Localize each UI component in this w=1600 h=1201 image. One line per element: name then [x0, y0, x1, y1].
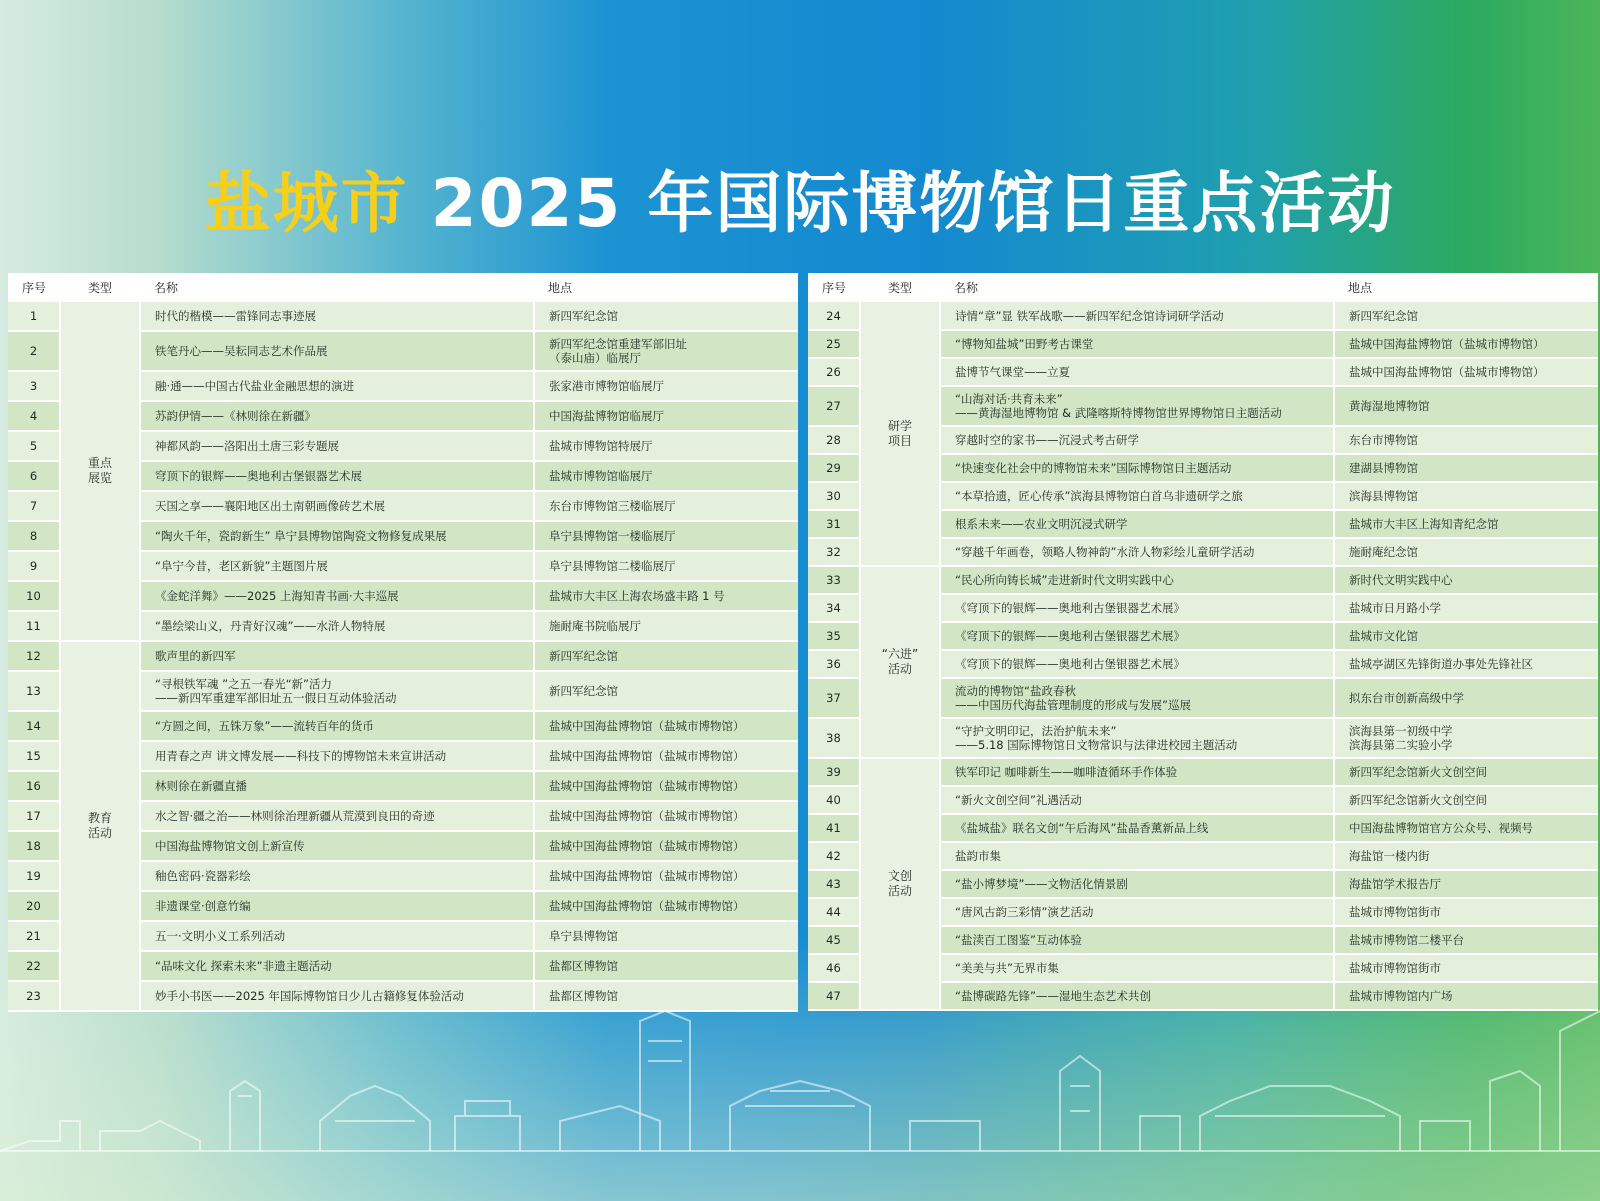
- activity-location-cell: 盐城市博物馆临展厅: [534, 461, 798, 491]
- activity-name-cell: “陶火千年，瓷韵新生” 阜宁县博物馆陶瓷文物修复成果展: [140, 521, 534, 551]
- table-body: [8, 302, 798, 1011]
- activity-name-cell: 根系未来——农业文明沉浸式研学: [940, 510, 1334, 538]
- header-no: 序号: [21, 281, 46, 295]
- activity-location-cell: 滨海县第一初级中学 滨海县第二实验小学: [1334, 718, 1598, 758]
- activity-location-cell: 盐城市博物馆特展厅: [534, 431, 798, 461]
- row-number: 31: [808, 510, 860, 538]
- row-number: 1: [8, 302, 60, 331]
- header-no: 序号: [821, 281, 846, 295]
- activity-name-cell: “方圆之间，五铢万象”——流转百年的货币: [140, 711, 534, 741]
- row-number: 28: [808, 426, 860, 454]
- row-number: 26: [808, 358, 860, 386]
- activity-type-cell: 研学 项目: [860, 302, 940, 566]
- activity-name-cell: 铁笔丹心——吴耘同志艺术作品展: [140, 331, 534, 371]
- row-number: 43: [808, 870, 860, 898]
- activity-location-cell: 盐城中国海盐博物馆（盐城市博物馆）: [534, 711, 798, 741]
- activity-location-cell: 盐城市日月路小学: [1334, 594, 1598, 622]
- header-type: 类型: [87, 281, 112, 295]
- activity-name-cell: 《盐城盐》联名文创“午后海风”盐晶香薰新品上线: [940, 814, 1334, 842]
- table-row: [808, 758, 1598, 786]
- activity-name-cell: 《穹顶下的银辉——奥地利古堡银器艺术展》: [940, 650, 1334, 678]
- activity-location-cell: 新四军纪念馆新火文创空间: [1334, 786, 1598, 814]
- activity-location-cell: 新四军纪念馆: [1334, 302, 1598, 330]
- activity-location-cell: 盐城市文化馆: [1334, 622, 1598, 650]
- activity-location-cell: 施耐庵纪念馆: [1334, 538, 1598, 566]
- activity-location-cell: 盐城中国海盐博物馆（盐城市博物馆）: [534, 831, 798, 861]
- row-number: 11: [8, 611, 60, 641]
- activity-type-cell: 教育 活动: [60, 641, 140, 1011]
- table-header: [8, 273, 798, 302]
- table-header: [808, 273, 1598, 302]
- activity-location-cell: 新四军纪念馆新火文创空间: [1334, 758, 1598, 786]
- activity-location-cell: 盐城中国海盐博物馆（盐城市博物馆）: [534, 861, 798, 891]
- activity-name-cell: 天国之享——襄阳地区出土南朝画像砖艺术展: [140, 491, 534, 521]
- activity-name-cell: “穿越千年画卷，领略人物神韵”水浒人物彩绘儿童研学活动: [940, 538, 1334, 566]
- title-city: 盐城市: [204, 165, 409, 242]
- row-number: 45: [808, 926, 860, 954]
- activity-location-cell: 东台市博物馆: [1334, 426, 1598, 454]
- activity-name-cell: “民心所向铸长城”走进新时代文明实践中心: [940, 566, 1334, 594]
- row-number: 39: [808, 758, 860, 786]
- activity-name-cell: 时代的楷模——雷锋同志事迹展: [140, 302, 534, 331]
- activity-location-cell: 黄海湿地博物馆: [1334, 386, 1598, 426]
- activity-name-cell: 妙手小书医——2025 年国际博物馆日少儿古籍修复体验活动: [140, 981, 534, 1011]
- activity-name-cell: “新火文创空间”礼遇活动: [940, 786, 1334, 814]
- activity-name-cell: 盐博节气课堂——立夏: [940, 358, 1334, 386]
- header-type: 类型: [887, 281, 912, 295]
- activity-name-cell: “本草拾遗，匠心传承”滨海县博物馆白首乌非遗研学之旅: [940, 482, 1334, 510]
- row-number: 40: [808, 786, 860, 814]
- activity-name-cell: “山海对话·共育未来” ——黄海湿地博物馆 & 武隆喀斯特博物馆世界博物馆日主题活动: [940, 386, 1334, 426]
- row-number: 5: [8, 431, 60, 461]
- row-number: 6: [8, 461, 60, 491]
- row-number: 25: [808, 330, 860, 358]
- activity-name-cell: 融·通——中国古代盐业金融思想的演进: [140, 371, 534, 401]
- row-number: 19: [8, 861, 60, 891]
- row-number: 16: [8, 771, 60, 801]
- activity-location-cell: 海盐馆学术报告厅: [1334, 870, 1598, 898]
- row-number: 32: [808, 538, 860, 566]
- activity-name-cell: 神都风韵——洛阳出土唐三彩专题展: [140, 431, 534, 461]
- activity-location-cell: 盐城市大丰区上海知青纪念馆: [1334, 510, 1598, 538]
- activity-name-cell: 铁军印记 咖啡新生——咖啡渣循环手作体验: [940, 758, 1334, 786]
- row-number: 36: [808, 650, 860, 678]
- activity-name-cell: “寻根铁军魂 ”之五一春光“新”活力 ——新四军重建军部旧址五一假日互动体验活动: [140, 671, 534, 711]
- activity-location-cell: 盐城市博物馆街市: [1334, 954, 1598, 982]
- row-number: 13: [8, 671, 60, 711]
- row-number: 46: [808, 954, 860, 982]
- activity-location-cell: 盐都区博物馆: [534, 951, 798, 981]
- activity-location-cell: 盐城市博物馆二楼平台: [1334, 926, 1598, 954]
- row-number: 47: [808, 982, 860, 1010]
- row-number: 10: [8, 581, 60, 611]
- row-number: 37: [808, 678, 860, 718]
- row-number: 23: [8, 981, 60, 1011]
- row-number: 42: [808, 842, 860, 870]
- activity-location-cell: 盐城市大丰区上海农场盛丰路 1 号: [534, 581, 798, 611]
- row-number: 7: [8, 491, 60, 521]
- right-activity-table: [808, 273, 1598, 1011]
- page-title: [0, 150, 1600, 245]
- header-name: 名称: [154, 281, 179, 295]
- activity-name-cell: 流动的博物馆“盐政春秋 ——中国历代海盐管理制度的形成与发展”巡展: [940, 678, 1334, 718]
- activity-location-cell: 海盐馆一楼内街: [1334, 842, 1598, 870]
- activity-location-cell: 新四军纪念馆: [534, 302, 798, 331]
- title-main: 2025 年国际博物馆日重点活动: [430, 165, 1396, 242]
- activity-name-cell: 盐韵市集: [940, 842, 1334, 870]
- activity-location-cell: 阜宁县博物馆一楼临展厅: [534, 521, 798, 551]
- table-row: [8, 302, 798, 331]
- activity-location-cell: 施耐庵书院临展厅: [534, 611, 798, 641]
- activity-name-cell: 《穹顶下的银辉——奥地利古堡银器艺术展》: [940, 594, 1334, 622]
- row-number: 34: [808, 594, 860, 622]
- activity-name-cell: “美美与共”无界市集: [940, 954, 1334, 982]
- activity-name-cell: “守护文明印记，法治护航未来” ——5.18 国际博物馆日文物常识与法律进校园主题活动: [940, 718, 1334, 758]
- activity-name-cell: 五一·文明小义工系列活动: [140, 921, 534, 951]
- row-number: 9: [8, 551, 60, 581]
- activity-name-cell: “品味文化 探索未来”非遗主题活动: [140, 951, 534, 981]
- activity-name-cell: 用青春之声 讲文博发展——科技下的博物馆未来宣讲活动: [140, 741, 534, 771]
- activity-location-cell: 盐城中国海盐博物馆（盐城市博物馆）: [534, 771, 798, 801]
- activity-location-cell: 盐城市博物馆内广场: [1334, 982, 1598, 1010]
- activity-name-cell: “快速变化社会中的博物馆未来”国际博物馆日主题活动: [940, 454, 1334, 482]
- row-number: 44: [808, 898, 860, 926]
- activity-location-cell: 新四军纪念馆重建军部旧址 （泰山庙）临展厅: [534, 331, 798, 371]
- activity-location-cell: 盐城亭湖区先锋街道办事处先锋社区: [1334, 650, 1598, 678]
- activity-name-cell: 诗情“章”显 铁军战歌——新四军纪念馆诗词研学活动: [940, 302, 1334, 330]
- activity-name-cell: “盐小博梦境”——文物活化情景剧: [940, 870, 1334, 898]
- activity-name-cell: 釉色密码·瓷器彩绘: [140, 861, 534, 891]
- row-number: 17: [8, 801, 60, 831]
- activity-name-cell: “盐博碳路先锋”——湿地生态艺术共创: [940, 982, 1334, 1010]
- activity-location-cell: 新时代文明实践中心: [1334, 566, 1598, 594]
- activity-type-cell: 重点 展览: [60, 302, 140, 641]
- activity-name-cell: “墨绘梁山义，丹青好汉魂”——水浒人物特展: [140, 611, 534, 641]
- activity-location-cell: 盐城中国海盐博物馆（盐城市博物馆）: [534, 891, 798, 921]
- activity-location-cell: 盐城中国海盐博物馆（盐城市博物馆）: [534, 801, 798, 831]
- activity-location-cell: 盐城中国海盐博物馆（盐城市博物馆）: [1334, 330, 1598, 358]
- row-number: 35: [808, 622, 860, 650]
- activity-name-cell: “唐风古韵三彩情”演艺活动: [940, 898, 1334, 926]
- activity-location-cell: 中国海盐博物馆官方公众号、视频号: [1334, 814, 1598, 842]
- row-number: 33: [808, 566, 860, 594]
- table-row: [8, 641, 798, 671]
- activity-name-cell: 穹顶下的银辉——奥地利古堡银器艺术展: [140, 461, 534, 491]
- activity-location-cell: 建湖县博物馆: [1334, 454, 1598, 482]
- row-number: 27: [808, 386, 860, 426]
- row-number: 41: [808, 814, 860, 842]
- row-number: 18: [8, 831, 60, 861]
- activity-location-cell: 中国海盐博物馆临展厅: [534, 401, 798, 431]
- row-number: 8: [8, 521, 60, 551]
- activity-location-cell: 盐城中国海盐博物馆（盐城市博物馆）: [1334, 358, 1598, 386]
- activity-location-cell: 拟东台市创新高级中学: [1334, 678, 1598, 718]
- activity-name-cell: 苏韵伊情——《林则徐在新疆》: [140, 401, 534, 431]
- row-number: 29: [808, 454, 860, 482]
- activity-type-cell: “六进” 活动: [860, 566, 940, 758]
- activity-location-cell: 阜宁县博物馆二楼临展厅: [534, 551, 798, 581]
- activity-location-cell: 滨海县博物馆: [1334, 482, 1598, 510]
- row-number: 24: [808, 302, 860, 330]
- row-number: 14: [8, 711, 60, 741]
- header-location: 地点: [548, 281, 573, 295]
- row-number: 22: [8, 951, 60, 981]
- activity-name-cell: 林则徐在新疆直播: [140, 771, 534, 801]
- activity-type-cell: 文创 活动: [860, 758, 940, 1010]
- activity-name-cell: 穿越时空的家书——沉浸式考古研学: [940, 426, 1334, 454]
- row-number: 12: [8, 641, 60, 671]
- activity-name-cell: 《穹顶下的银辉——奥地利古堡银器艺术展》: [940, 622, 1334, 650]
- activity-name-cell: “博物知盐城”田野考古课堂: [940, 330, 1334, 358]
- row-number: 30: [808, 482, 860, 510]
- activity-location-cell: 新四军纪念馆: [534, 641, 798, 671]
- city-skyline-illustration: [0, 1001, 1600, 1201]
- activity-name-cell: 非遗课堂·创意竹编: [140, 891, 534, 921]
- row-number: 38: [808, 718, 860, 758]
- table-row: [808, 566, 1598, 594]
- activity-location-cell: 盐都区博物馆: [534, 981, 798, 1011]
- activity-location-cell: 新四军纪念馆: [534, 671, 798, 711]
- activity-location-cell: 盐城市博物馆街市: [1334, 898, 1598, 926]
- row-number: 2: [8, 331, 60, 371]
- header-location: 地点: [1348, 281, 1373, 295]
- activity-name-cell: “阜宁今昔，老区新貌”主题图片展: [140, 551, 534, 581]
- activity-location-cell: 阜宁县博物馆: [534, 921, 798, 951]
- row-number: 15: [8, 741, 60, 771]
- activity-location-cell: 张家港市博物馆临展厅: [534, 371, 798, 401]
- activity-name-cell: 歌声里的新四军: [140, 641, 534, 671]
- activity-name-cell: 《金蛇洋舞》——2025 上海知青书画·大丰巡展: [140, 581, 534, 611]
- header-name: 名称: [954, 281, 979, 295]
- left-activity-table: [8, 273, 798, 1012]
- row-number: 4: [8, 401, 60, 431]
- activity-name-cell: “盐渎百工图鉴”互动体验: [940, 926, 1334, 954]
- row-number: 21: [8, 921, 60, 951]
- row-number: 3: [8, 371, 60, 401]
- row-number: 20: [8, 891, 60, 921]
- activity-location-cell: 盐城中国海盐博物馆（盐城市博物馆）: [534, 741, 798, 771]
- activity-name-cell: 水之智·疆之治——林则徐治理新疆从荒漠到良田的奇迹: [140, 801, 534, 831]
- activity-location-cell: 东台市博物馆三楼临展厅: [534, 491, 798, 521]
- table-body: [808, 302, 1598, 1010]
- activity-name-cell: 中国海盐博物馆文创上新宣传: [140, 831, 534, 861]
- table-row: [808, 302, 1598, 330]
